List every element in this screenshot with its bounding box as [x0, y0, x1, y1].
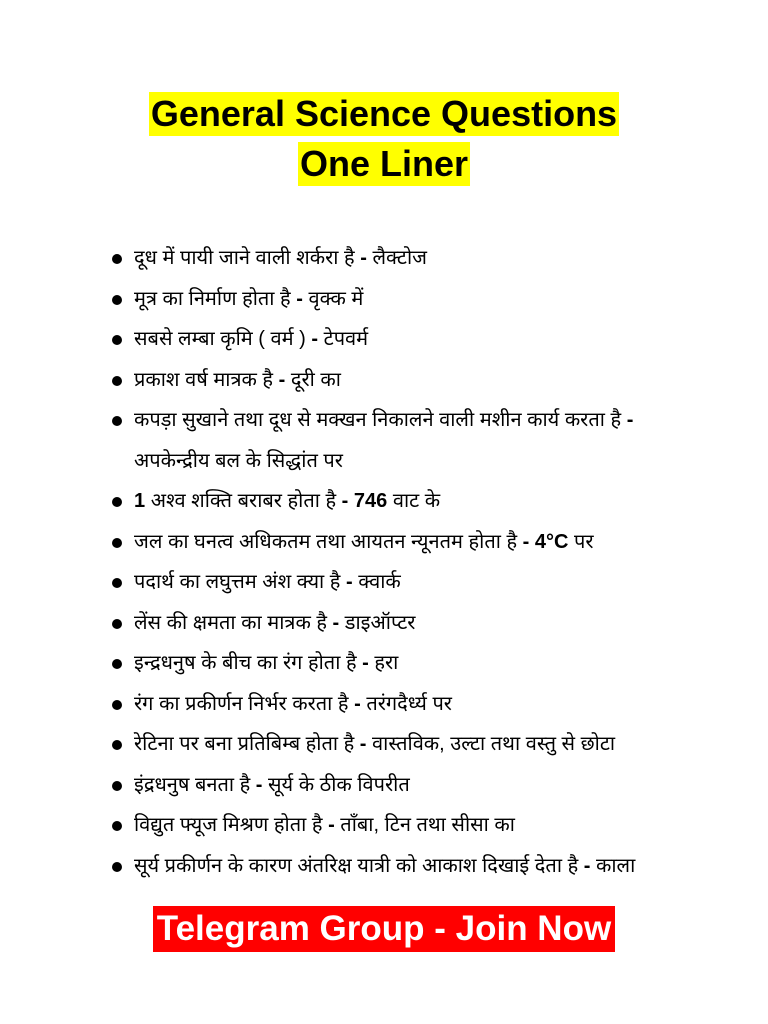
- list-item: [88, 238, 688, 279]
- bullet-dot-icon: [112, 700, 122, 710]
- question-text: अश्व शक्ति बराबर होता है: [150, 490, 337, 512]
- list-item: [88, 360, 688, 401]
- answer-number: 746: [353, 490, 388, 512]
- bullet-dot-icon: [112, 862, 122, 872]
- bullet-dot-icon: [112, 254, 122, 264]
- bullet-dot-icon: [112, 295, 122, 305]
- question-text: लेंस की क्षमता का मात्रक है: [134, 611, 327, 634]
- separator: -: [296, 287, 303, 310]
- separator: -: [332, 611, 340, 634]
- answer-text: अपकेन्द्रीय बल के सिद्धांत पर: [134, 449, 343, 472]
- list-item: [88, 279, 688, 320]
- separator: -: [345, 571, 353, 593]
- list-item: [88, 319, 688, 360]
- question-text: मूत्र का निर्माण होता है: [134, 287, 291, 310]
- answer-text: वाट के: [392, 490, 441, 512]
- list-item: [88, 522, 688, 563]
- separator: -: [522, 530, 530, 553]
- separator: -: [360, 247, 367, 269]
- question-text: प्रकाश वर्ष मात्रक है: [134, 368, 274, 391]
- bullet-dot-icon: [112, 497, 122, 507]
- answer-text: काला: [595, 854, 636, 877]
- bullet-dot-icon: [112, 659, 122, 669]
- list-item: [88, 643, 688, 684]
- list-item: [88, 805, 688, 846]
- bullet-dot-icon: [112, 619, 122, 629]
- list-item: [88, 481, 688, 522]
- answer-text: हरा: [374, 652, 399, 674]
- list-item: [88, 603, 688, 644]
- question-text: सबसे लम्बा कृमि ( वर्म ): [134, 328, 306, 350]
- answer-text: पर: [574, 530, 594, 553]
- bullet-dot-icon: [112, 538, 122, 548]
- list-item: [88, 400, 688, 481]
- bullet-dot-icon: [112, 578, 122, 588]
- page-title: General Science Questions: [150, 93, 618, 134]
- bullet-list: [88, 238, 688, 886]
- separator: -: [255, 773, 263, 796]
- answer-text: दूरी का: [290, 368, 341, 391]
- question-text: रंग का प्रकीर्णन निर्भर करता है: [134, 692, 349, 715]
- answer-text: लैक्टोज: [372, 247, 427, 269]
- question-text: इंद्रधनुष बनता है: [134, 773, 251, 796]
- answer-text: डाइऑप्टर: [344, 611, 416, 634]
- answer-text: तरंगदैर्ध्य पर: [366, 692, 452, 715]
- bullet-dot-icon: [112, 376, 122, 386]
- question-text: रेटिना पर बना प्रतिबिम्ब होता है: [134, 733, 355, 755]
- separator: -: [328, 814, 335, 836]
- question-text: पदार्थ का लघुत्तम अंश क्या है: [134, 571, 341, 593]
- list-item: [88, 724, 688, 765]
- question-text: इन्द्रधनुष के बीच का रंग होता है: [134, 652, 357, 674]
- question-number: 1: [134, 490, 146, 512]
- question-text: जल का घनत्व अधिकतम तथा आयतन न्यूनतम होता है: [134, 530, 518, 553]
- answer-text: सूर्य के ठीक विपरीत: [268, 773, 410, 796]
- bullet-dot-icon: [112, 821, 122, 831]
- answer-text: वास्तविक, उल्टा तथा वस्तु से छोटा: [372, 733, 616, 755]
- list-item: [88, 765, 688, 806]
- list-item: [88, 562, 688, 603]
- answer-text: टेपवर्म: [323, 328, 369, 350]
- bullet-dot-icon: [112, 416, 122, 426]
- question-text: दूध में पायी जाने वाली शर्करा है: [134, 247, 355, 269]
- separator: -: [311, 328, 319, 350]
- separator: -: [354, 692, 361, 715]
- title-block: [0, 92, 768, 192]
- bullet-dot-icon: [112, 781, 122, 791]
- bullet-dot-icon: [112, 740, 122, 750]
- separator: -: [341, 490, 349, 512]
- question-text: सूर्य प्रकीर्णन के कारण अंतरिक्ष यात्री को आकाश दिखाई देता है: [134, 854, 579, 877]
- telegram-banner: [0, 906, 768, 952]
- answer-text: वृक्क में: [308, 287, 364, 310]
- answer-number: 4°C: [534, 530, 569, 553]
- list-item: [88, 846, 688, 887]
- page-subtitle: One Liner: [299, 143, 469, 184]
- separator: -: [359, 733, 367, 755]
- telegram-join-link[interactable]: Telegram Group - Join Now: [153, 906, 615, 952]
- separator: -: [583, 854, 591, 877]
- answer-text: क्वार्क: [358, 571, 401, 593]
- separator: -: [278, 368, 286, 391]
- question-text: कपड़ा सुखाने तथा दूध से मक्खन निकालने वाली मशीन कार्य करता है: [134, 409, 622, 431]
- question-text: विद्युत फ्यूज मिश्रण होता है: [134, 814, 323, 836]
- answer-text: ताँबा, टिन तथा सीसा का: [340, 814, 515, 836]
- separator: -: [626, 409, 634, 431]
- list-item: [88, 684, 688, 725]
- separator: -: [362, 652, 369, 674]
- bullet-dot-icon: [112, 335, 122, 345]
